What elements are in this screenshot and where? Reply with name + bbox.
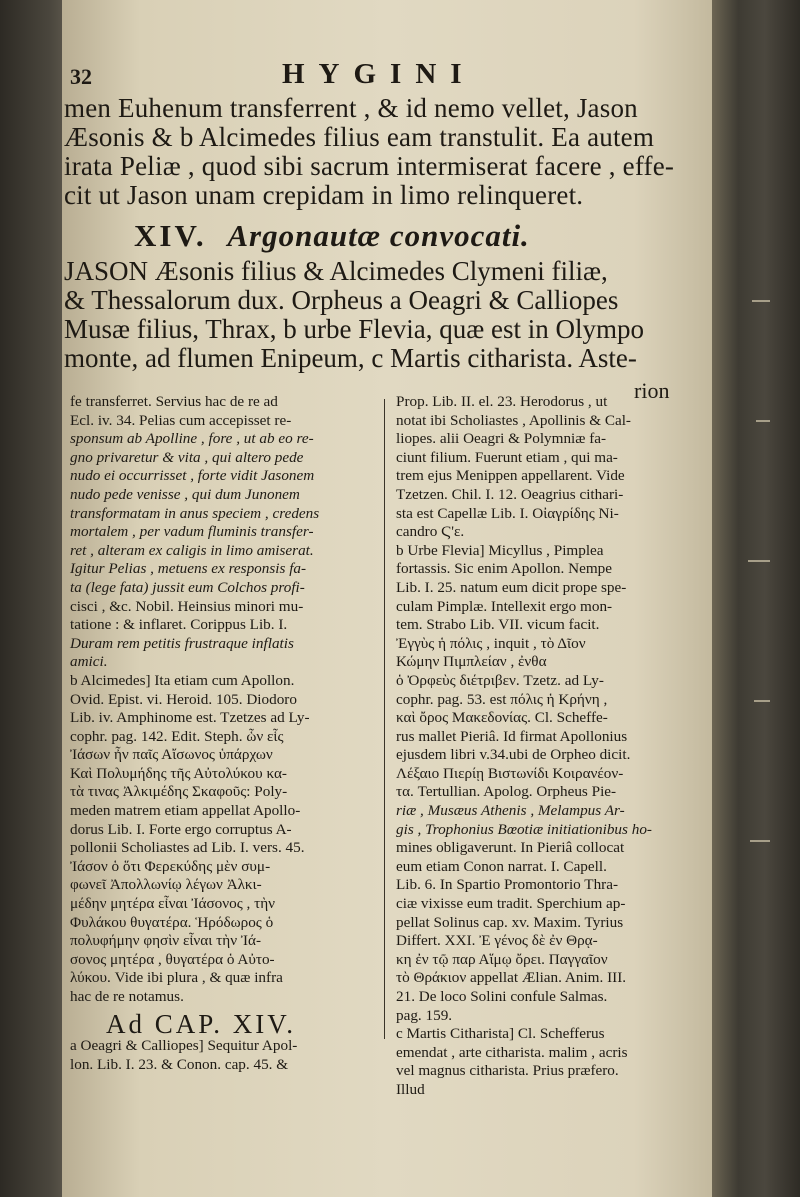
footnote-line: Duram rem petitis frustraque inflatis bbox=[70, 634, 294, 652]
footnote-line: Illud bbox=[396, 1080, 425, 1098]
footnote-line: nudo ei occurrisset , forte vidit Jasonem bbox=[70, 467, 315, 485]
footnote-line: gis , Trophonius Bœotiæ initiationibus ho- bbox=[396, 820, 652, 838]
footnote-line: Lib. 6. In Spartio Promontorio Thra- bbox=[396, 876, 619, 894]
footnote-line: Ἰάσων ἦν παῖς Αἴσωνος ὑπάρχων bbox=[70, 746, 273, 764]
footnote-line: eum etiam Conon narrat. I. Capell. bbox=[396, 857, 607, 875]
book-page bbox=[62, 0, 712, 1197]
footnote-line: notat ibi Scholiastes , Apollinis & Cal- bbox=[396, 411, 631, 429]
footnote-line: Κώμην Πιμπλείαν , ἐνθα bbox=[396, 653, 547, 671]
footnote-line: vel magnus citharista. Prius præfero. bbox=[396, 1062, 619, 1080]
footnote-line: Φυλάκου θυγατέρα. Ἡρόδωρος ὁ bbox=[70, 913, 274, 931]
footnote-line: ὁ Ὀρφεὺς διέτριβεν. Tzetz. ad Ly- bbox=[396, 671, 604, 689]
footnote-line: Prop. Lib. II. el. 23. Herodorus , ut bbox=[396, 393, 608, 410]
footnote-line: meden matrem etiam appellat Apollo- bbox=[70, 802, 301, 820]
facing-page-edge bbox=[712, 0, 800, 1197]
footnote-line: sta est Capellæ Lib. I. Οἰαγρίδης Ni- bbox=[396, 504, 619, 522]
footnote-line: trem ejus Menippen appellarent. Vide bbox=[396, 467, 625, 485]
footnote-line: πολυφήμην φησὶν εἶναι τὴν Ἰά- bbox=[70, 932, 262, 950]
footnote-line: pellat Solinus cap. xv. Maxim. Tyrius bbox=[396, 913, 624, 931]
text-line: Musæ filius, Thrax, b urbe Flevia, quæ est in Olympo bbox=[64, 314, 644, 344]
footnote-line: Ecl. iv. 34. Pelias cum accepisset re- bbox=[70, 411, 292, 429]
footnote-line: 21. De loco Solini confule Salmas. bbox=[396, 988, 608, 1005]
running-header bbox=[62, 58, 712, 98]
footnote-line: Lib. iv. Amphinome est. Tzetzes ad Ly- bbox=[70, 709, 310, 727]
footnote-line: mortalem , per vadum fluminis transfer- bbox=[70, 523, 314, 541]
running-title: HYGINI bbox=[282, 58, 476, 90]
text-line: irata Peliæ , quod sibi sacrum intermiserat facere , effe- bbox=[64, 151, 675, 181]
footnote-line: emendat , arte citharista. malim , acris bbox=[396, 1043, 628, 1061]
footnote-line: candro Ϛ'ε. bbox=[396, 523, 465, 541]
continuation-word: rion bbox=[634, 378, 670, 403]
main-text-top bbox=[64, 94, 704, 210]
chapter-number: XIV. bbox=[134, 218, 207, 253]
footnote-line: ciæ vixisse eum tradit. Sperchium ap- bbox=[396, 895, 626, 913]
footnote-line: hac de re notamus. bbox=[70, 988, 184, 1005]
footnote-line: ejusdem libri v.34.ubi de Orpheo dicit. bbox=[396, 746, 631, 764]
footnote-line: φωνεῖ Ἀπολλωνίῳ λέγων Ἀλκι- bbox=[70, 876, 262, 894]
footnote-line: tatione : & inflaret. Corippus Lib. I. bbox=[70, 616, 288, 634]
footnote-line: καὶ ὄρος Μακεδονίας. Cl. Scheffe- bbox=[396, 709, 608, 727]
footnote-line: liopes. alii Oeagri & Polymniæ fa- bbox=[396, 430, 607, 448]
footnote-line: μέδην μητέρα εἶναι Ἰάσονος , τὴν bbox=[70, 895, 276, 913]
footnote-line: tem. Strabo Lib. VII. vicum facit. bbox=[396, 616, 600, 634]
column-divider bbox=[384, 399, 385, 1039]
chapter-heading bbox=[134, 218, 694, 254]
footnote-line: ret , alteram ex caligis in limo amiserat. bbox=[70, 541, 314, 559]
text-line: & Thessalorum dux. Orpheus a Oeagri & Calliopes bbox=[64, 285, 619, 315]
footnote-line: c Martis Citharista] Cl. Schefferus bbox=[396, 1025, 605, 1043]
chapter-title: Argonautæ convocati. bbox=[227, 218, 530, 253]
footnote-line: Ἐγγὺς ἡ πόλις , inquit , τὸ Δῖον bbox=[396, 634, 586, 652]
footnote-line: riæ , Musæus Athenis , Melampus Ar- bbox=[396, 802, 625, 820]
footnote-line: nudo pede venisse , qui dum Junonem bbox=[70, 485, 300, 503]
footnote-line: cophr. pag. 142. Edit. Steph. ὧν εἷς bbox=[70, 727, 284, 745]
footnote-line: Ovid. Epist. vi. Heroid. 105. Diodoro bbox=[70, 690, 297, 708]
footnote-line: Καὶ Πολυμήδης τῆς Αὐτολύκου κα- bbox=[70, 764, 287, 782]
footnote-line: fortassis. Sic enim Apollon. Nempe bbox=[396, 560, 612, 578]
footnote-line: lon. Lib. I. 23. & Conon. cap. 45. & bbox=[70, 1055, 289, 1073]
footnote-line: λύκου. Vide ibi plura , & quæ infra bbox=[70, 969, 283, 987]
text-line: cit ut Jason unam crepidam in limo relinqueret. bbox=[64, 180, 584, 210]
footnote-line: a Oeagri & Calliopes] Sequitur Apol- bbox=[70, 1037, 298, 1055]
footnote-line: transformatam in anus speciem , credens bbox=[70, 504, 320, 522]
footnote-line: b Urbe Flevia] Micyllus , Pimplea bbox=[396, 541, 604, 559]
footnote-line: Lib. I. 25. natum eum dicit prope spe- bbox=[396, 578, 627, 596]
text-line: Æsonis & b Alcimedes filius eam transtulit. Ea autem bbox=[64, 122, 655, 152]
footnote-line: cophr. pag. 53. est πόλις ἡ Κρήνη , bbox=[396, 690, 608, 708]
footnotes-right-column bbox=[396, 393, 702, 1100]
footnote-line: rus mallet Pieriâ. Id firmat Apollonius bbox=[396, 727, 628, 745]
footnote-line: Differt. XXI. Ἐ γένος δὲ ἐν Θρᾳ- bbox=[396, 932, 598, 950]
footnote-line: mines obligaverunt. In Pieriâ collocat bbox=[396, 839, 625, 857]
footnote-line: fe transferret. Servius hac de re ad bbox=[70, 393, 278, 410]
footnote-line: Λέξαιο Πιερίῃ Βιστωνίδι Κοιρανέον- bbox=[396, 764, 624, 782]
footnote-line: amici. bbox=[70, 653, 108, 671]
footnote-line: Igitur Pelias , metuens ex responsis fa- bbox=[70, 560, 307, 578]
text-line: JASON Æsonis filius & Alcimedes Clymeni filiæ, bbox=[64, 256, 608, 286]
footnote-line: b Alcimedes] Ita etiam cum Apollon. bbox=[70, 671, 295, 689]
footnote-line: pag. 159. bbox=[396, 1006, 453, 1024]
text-line: men Euhenum transferrent , & id nemo vellet, Jason bbox=[64, 93, 638, 123]
footnote-line: Tzetzen. Chil. I. 12. Oeagrius cithari- bbox=[396, 485, 624, 503]
footnote-line: ciunt filium. Fuerunt etiam , qui ma- bbox=[396, 448, 618, 466]
footnote-line: σονος μητέρα , θυγατέρα ὁ Αὐτο- bbox=[70, 950, 275, 968]
footnote-line: cisci , &c. Nobil. Heinsius minori mu- bbox=[70, 597, 304, 615]
footnote-line: pollonii Scholiastes ad Lib. I. vers. 45. bbox=[70, 839, 305, 857]
footnotes-left-column bbox=[70, 393, 376, 1074]
footnote-line: Ἰάσον ὁ ὅτι Φερεκύδης μὲν συμ- bbox=[70, 857, 271, 875]
footnote-line: sponsum ab Apolline , fore , ut ab eo re- bbox=[70, 430, 314, 448]
footnote-line: culam Pimplæ. Intellexit ergo mon- bbox=[396, 597, 613, 615]
footnote-line: κη ἐν τῷ παρ Αἵμῳ ὄρει. Παγγαῖον bbox=[396, 950, 608, 968]
footnote-line: dorus Lib. I. Forte ergo corruptus A- bbox=[70, 820, 292, 838]
text-line: monte, ad flumen Enipeum, c Martis citharista. Aste- bbox=[64, 343, 637, 373]
footnote-line: ta (lege fata) jussit eum Colchos profi- bbox=[70, 578, 305, 596]
main-text-chapter bbox=[64, 257, 704, 373]
footnote-line: τα. Tertullian. Apolog. Orpheus Pie- bbox=[396, 783, 617, 801]
footnote-line: τὸ Θράκιον appellat Ælian. Anim. III. bbox=[396, 969, 627, 987]
footnote-line: gno privaretur & vita , qui altero pede bbox=[70, 448, 304, 466]
footnote-section-heading: Ad CAP. XIV. bbox=[106, 1008, 297, 1039]
footnote-line: τὰ τινας Ἀλκιμέδης Σκαφοῦς: Poly- bbox=[70, 783, 288, 801]
page-number: 32 bbox=[70, 64, 92, 89]
